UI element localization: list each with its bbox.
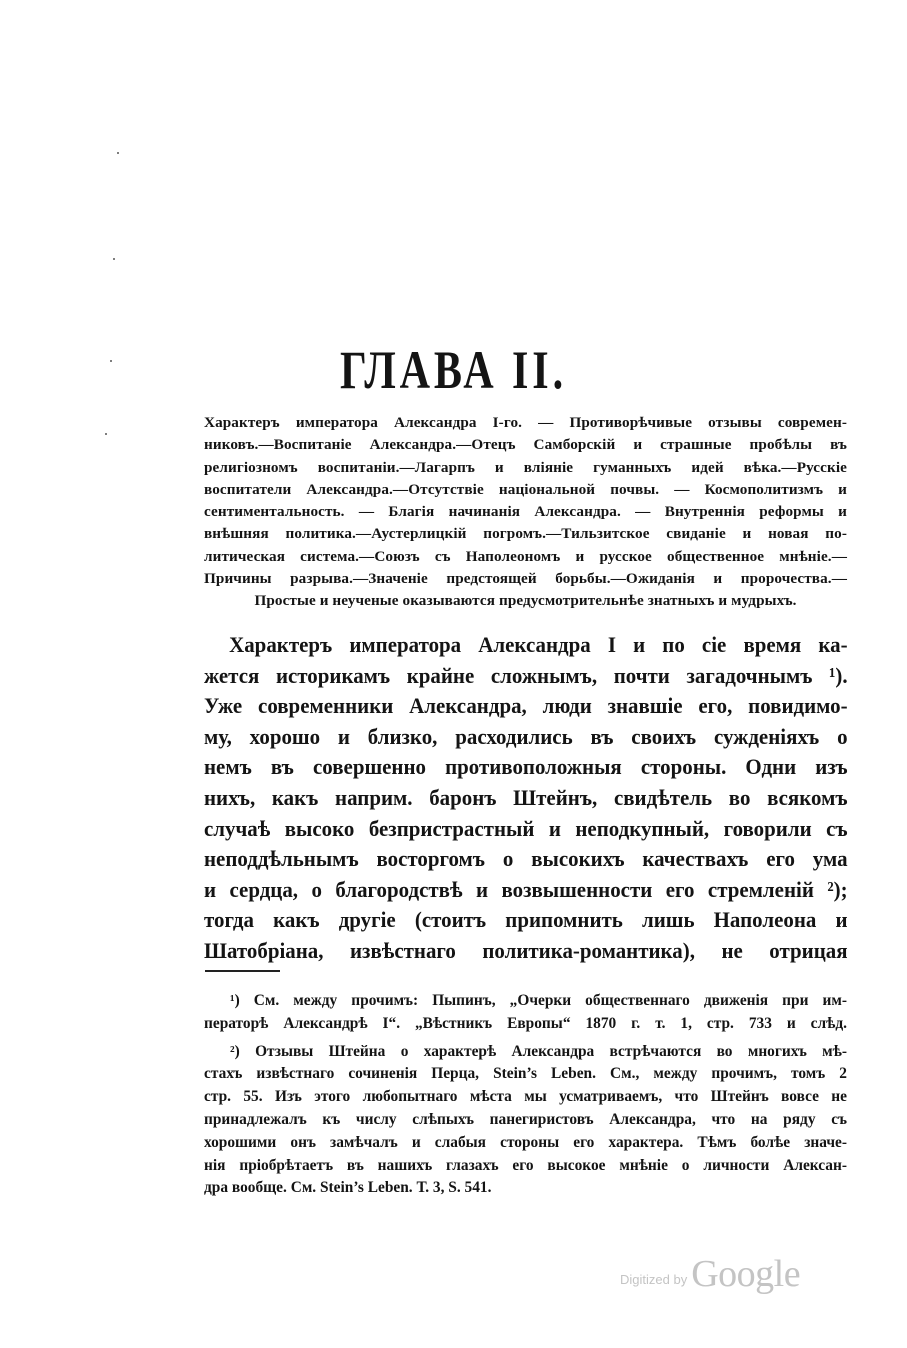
body-line: неподдѣльнымъ восторгомъ о высокихъ качествахъ его ума (204, 846, 848, 872)
google-logo: Google (691, 1253, 801, 1295)
summary-line: литическая система.—Союзъ съ Наполеономъ и русское общественное мнѣніе.— (204, 547, 847, 565)
footnote-1 (204, 990, 847, 1036)
footnote-line: нія пріобрѣтаетъ въ нашихъ глазахъ его высокое мнѣніе о личности Алексан- (204, 1156, 847, 1174)
digitized-by-google-watermark (620, 1246, 820, 1296)
body-line: и сердца, о благородствѣ и возвышенности его стремленій ²); (204, 876, 848, 902)
body-line: жется историкамъ крайне сложнымъ, почти загадочнымъ ¹). (204, 662, 848, 688)
body-line: Уже современники Александра, люди знавшіе его, повидимо- (204, 693, 848, 719)
footnote-line: дра вообще. См. Stein’s Leben. Т. 3, S. 541. (204, 1179, 492, 1197)
body-line: нихъ, какъ наприм. баронъ Штейнъ, свидѣтель во всякомъ (204, 784, 848, 810)
footnotes (204, 990, 847, 1200)
body-line: Характеръ императора Александра I и по сіе время ка- (229, 632, 848, 657)
footnote-line: ¹) См. между прочимъ: Пыпинъ, „Очерки общественнаго движенія при им- (230, 992, 847, 1009)
body-text (204, 630, 848, 967)
chapter-title: ГЛАВА II. (339, 340, 568, 400)
summary-line: Характеръ императора Александра I-го. — Противорѣчивые отзывы современ- (204, 414, 847, 431)
footnote-line: хорошими онъ замѣчалъ и слабыя стороны его характера. Тѣмъ болѣе значе- (204, 1133, 847, 1151)
summary-line: воспитатели Александра.—Отсутствіе національной почвы. — Космополитизмъ и (204, 480, 847, 498)
body-line: случаѣ высоко безпристрастный и неподкупный, говорили съ (204, 815, 848, 841)
footnote-line: ператорѣ Александрѣ I“. „Вѣстникъ Европы“ 1870 г. т. 1, стр. 733 и слѣд. (204, 1014, 847, 1032)
footnote-line: ²) Отзывы Штейна о характерѣ Александра встрѣчаются во многихъ мѣ- (230, 1042, 847, 1060)
footnote-line: стр. 55. Изъ этого любопытнаго мѣста мы усматриваемъ, что Штейнъ вовсе не (204, 1088, 847, 1106)
body-line: Шатобріана, извѣстнаго политика-романтика), не отрицая (204, 937, 848, 963)
summary-line: Простые и неученые оказываются предусмотрительнѣе знатныхъ и мудрыхъ. (254, 592, 797, 610)
body-line: му, хорошо и близко, расходились въ своихъ сужденіяхъ о (204, 723, 848, 749)
summary-line: религіозномъ воспитаніи.—Лагарпъ и вліяніе гуманныхъ идей вѣка.—Русскіе (204, 458, 847, 476)
footnote-2 (204, 1041, 847, 1201)
chapter-summary (204, 412, 847, 613)
footnote-divider (205, 970, 280, 972)
summary-line: внѣшняя политика.—Аустерлицкій погромъ.—Тильзитское свиданіе и новая по- (204, 525, 847, 543)
body-line: тогда какъ другіе (стоитъ припомнить лишь Наполеона и (204, 907, 848, 933)
summary-line: никовъ.—Воспитаніе Александра.—Отецъ Самборскій и страшные пробѣлы въ (204, 436, 847, 454)
body-line: немъ въ совершенно противоположныя стороны. Одни изъ (204, 754, 848, 780)
footnote-line: принадлежалъ къ числу слѣпыхъ панегиристовъ Александра, что на ряду съ (204, 1110, 847, 1128)
summary-line: Причины разрыва.—Значеніе предстоящей борьбы.—Ожиданія и пророчества.— (204, 570, 847, 588)
watermark-prefix: Digitized by (620, 1272, 688, 1287)
footnote-line: стахъ извѣстнаго сочиненія Перца, Stein’s Leben. См., между прочимъ, томъ 2 (204, 1065, 847, 1083)
summary-line: сентиментальность. — Благія начинанія Александра. — Внутреннія реформы и (204, 503, 847, 521)
